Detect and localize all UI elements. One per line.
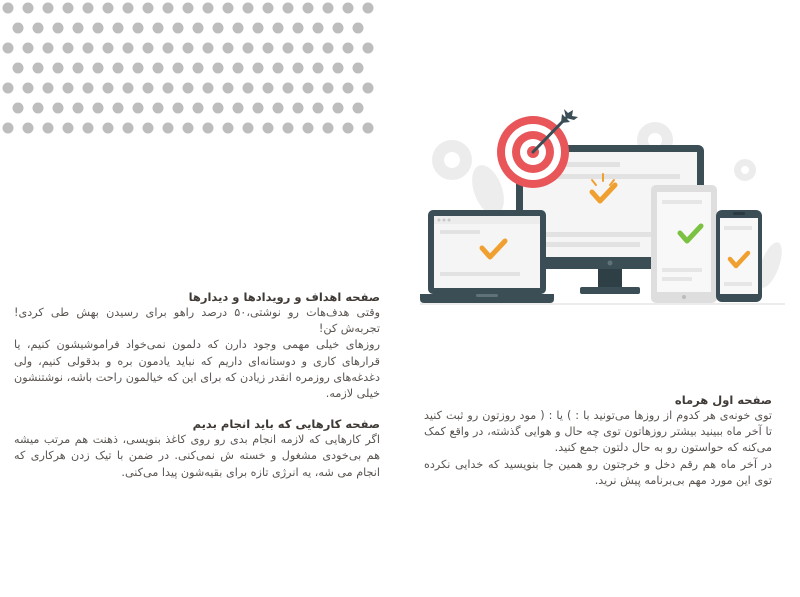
left-text-column	[14, 289, 380, 481]
decorative-dot	[63, 43, 74, 54]
decorative-dot	[33, 23, 44, 34]
decorative-dot-pattern	[0, 0, 380, 140]
decorative-dot	[233, 63, 244, 74]
decorative-dot	[243, 3, 254, 14]
decorative-dot	[63, 123, 74, 134]
decorative-dot	[43, 43, 54, 54]
decorative-dot	[263, 3, 274, 14]
decorative-dot	[303, 3, 314, 14]
decorative-dot	[53, 103, 64, 114]
decorative-dot	[93, 63, 104, 74]
decorative-dot	[83, 123, 94, 134]
decorative-dot	[13, 103, 24, 114]
decorative-dot	[103, 43, 114, 54]
decorative-dot	[43, 3, 54, 14]
right-text-column	[424, 392, 772, 489]
decorative-dot	[23, 123, 34, 134]
decorative-dot	[313, 23, 324, 34]
decorative-dot	[183, 43, 194, 54]
decorative-dot	[263, 83, 274, 94]
decorative-dot	[313, 63, 324, 74]
decorative-dot	[363, 123, 374, 134]
decorative-dot	[153, 103, 164, 114]
decorative-dot	[313, 103, 324, 114]
decorative-dot	[333, 23, 344, 34]
decorative-dot	[283, 123, 294, 134]
decorative-dot	[23, 3, 34, 14]
decorative-dot	[243, 43, 254, 54]
decorative-dot	[123, 123, 134, 134]
decorative-dot	[33, 103, 44, 114]
laptop	[420, 210, 554, 303]
decorative-dot	[63, 83, 74, 94]
decorative-dot	[163, 83, 174, 94]
decorative-dot	[83, 43, 94, 54]
decorative-dot	[193, 23, 204, 34]
decorative-dot	[53, 23, 64, 34]
decorative-dot	[133, 63, 144, 74]
decorative-dot	[33, 63, 44, 74]
decorative-dot	[303, 123, 314, 134]
decorative-dot	[43, 83, 54, 94]
decorative-dot	[293, 63, 304, 74]
decorative-dot	[223, 43, 234, 54]
decorative-dot	[203, 123, 214, 134]
decorative-dot	[123, 3, 134, 14]
decorative-dot	[193, 63, 204, 74]
decorative-dot	[293, 23, 304, 34]
decorative-dot	[163, 3, 174, 14]
decorative-dot	[3, 83, 14, 94]
decorative-dot	[103, 123, 114, 134]
decorative-dot	[273, 103, 284, 114]
section-heading-monthly: صفحه اول هرماه	[674, 393, 772, 407]
devices-illustration	[420, 100, 790, 310]
decorative-dot	[183, 83, 194, 94]
decorative-dot	[213, 103, 224, 114]
decorative-dot	[13, 63, 24, 74]
decorative-dot	[363, 3, 374, 14]
decorative-dot	[283, 3, 294, 14]
decorative-dot	[93, 103, 104, 114]
decorative-dot	[23, 43, 34, 54]
section-paragraph: روزهای خیلی مهمی وجود دارن که دلمون نمی‌خواد فراموشیشون کنیم، یا قرارهای کاری و دوستانه‌ای داریم که نباید یادمون بره و بدقولی کنیم، ولی دغدغه‌های روزمره انقدر زیادن که برای این که خیالمون راحت باشه، نوشتنشون خیلی لازمه.	[14, 338, 380, 401]
decorative-dot	[123, 43, 134, 54]
section-paragraph: در آخر ماه هم رقم دخل و خرجتون رو همین جا بنویسید که خدایی نکرده توی این مورد مهم بی‌برنامه پیش نرید.	[424, 457, 772, 487]
tablet	[651, 185, 717, 303]
decorative-dot	[3, 123, 14, 134]
decorative-dot	[233, 23, 244, 34]
decorative-dot	[353, 103, 364, 114]
decorative-dot	[193, 103, 204, 114]
decorative-dot	[123, 83, 134, 94]
decorative-dot	[73, 103, 84, 114]
decorative-dot	[293, 103, 304, 114]
decorative-dot	[83, 3, 94, 14]
decorative-dot	[233, 103, 244, 114]
decorative-dot	[113, 23, 124, 34]
decorative-dot	[83, 83, 94, 94]
decorative-dot	[183, 123, 194, 134]
decorative-dot	[93, 23, 104, 34]
decorative-dot	[173, 103, 184, 114]
decorative-dot	[213, 23, 224, 34]
decorative-dot	[333, 63, 344, 74]
decorative-dot	[173, 63, 184, 74]
decorative-dot	[43, 123, 54, 134]
decorative-dot	[103, 3, 114, 14]
section-paragraph: وقتی هدف‌هات رو نوشتی،۵۰ درصد راهو برای رسیدن بهش طی کردی! تجربه‌ش کن!	[14, 306, 381, 336]
decorative-dot	[253, 63, 264, 74]
decorative-dot	[153, 63, 164, 74]
decorative-dot	[283, 43, 294, 54]
decorative-dot	[213, 63, 224, 74]
section-heading-todo: صفحه کارهایی که باید انجام بدیم	[192, 417, 380, 432]
decorative-dot	[363, 83, 374, 94]
decorative-dot	[3, 3, 14, 14]
section-heading-goals-events: صفحه اهداف و رویدادها و دیدارها	[188, 290, 380, 304]
decorative-dot	[273, 63, 284, 74]
section-paragraph: توی خونه‌ی هر کدوم از روزها می‌تونید با : ) یا : ( مود روزتون رو ثبت کنید تا آخر ماه ببینید بیشتر روزهاتون توی چه حال و هوایی گذشته، در واقع کمک می‌کنه که حواستون رو به حال دلتون جمع کنید.	[424, 409, 772, 455]
decorative-dot	[323, 43, 334, 54]
decorative-dot	[223, 83, 234, 94]
decorative-dot	[223, 123, 234, 134]
decorative-dot	[53, 63, 64, 74]
decorative-dot	[13, 23, 24, 34]
decorative-dot	[73, 23, 84, 34]
decorative-dot	[263, 123, 274, 134]
phone	[716, 210, 762, 302]
decorative-dot	[353, 63, 364, 74]
decorative-dot	[283, 83, 294, 94]
decorative-dot	[23, 83, 34, 94]
decorative-dot	[343, 43, 354, 54]
decorative-dot	[203, 43, 214, 54]
decorative-dot	[63, 3, 74, 14]
decorative-dot	[343, 3, 354, 14]
decorative-dot	[203, 83, 214, 94]
decorative-dot	[323, 83, 334, 94]
decorative-dot	[343, 123, 354, 134]
decorative-dot	[143, 3, 154, 14]
decorative-dot	[333, 103, 344, 114]
decorative-dot	[243, 83, 254, 94]
decorative-dot	[3, 43, 14, 54]
decorative-dot	[273, 23, 284, 34]
decorative-dot	[163, 43, 174, 54]
decorative-dot	[143, 123, 154, 134]
decorative-dot	[353, 23, 364, 34]
decorative-dot	[303, 83, 314, 94]
decorative-dot	[363, 43, 374, 54]
decorative-dot	[223, 3, 234, 14]
decorative-dot	[253, 23, 264, 34]
decorative-dot	[143, 43, 154, 54]
decorative-dot	[263, 43, 274, 54]
decorative-dot	[303, 43, 314, 54]
decorative-dot	[343, 83, 354, 94]
decorative-dot	[253, 103, 264, 114]
decorative-dot	[113, 63, 124, 74]
decorative-dot	[153, 23, 164, 34]
decorative-dot	[133, 23, 144, 34]
decorative-dot	[133, 103, 144, 114]
decorative-dot	[73, 63, 84, 74]
decorative-dot	[163, 123, 174, 134]
decorative-dot	[243, 123, 254, 134]
decorative-dot	[323, 123, 334, 134]
decorative-dot	[143, 83, 154, 94]
section-paragraph: اگر کارهایی که لازمه انجام بدی رو روی کاغذ بنویسی، ذهنت هم مرتب میشه هم بی‌خودی مشغول و خسته ش نمی‌کنی. در ضمن با تیک زدن هرکاری که انجام می شه، یه انرژی تازه برای بقیه‌شون پیدا می‌کنی.	[14, 433, 380, 479]
decorative-dot	[113, 103, 124, 114]
decorative-dot	[323, 3, 334, 14]
decorative-dot	[183, 3, 194, 14]
decorative-dot	[203, 3, 214, 14]
decorative-dot	[103, 83, 114, 94]
decorative-dot	[173, 23, 184, 34]
